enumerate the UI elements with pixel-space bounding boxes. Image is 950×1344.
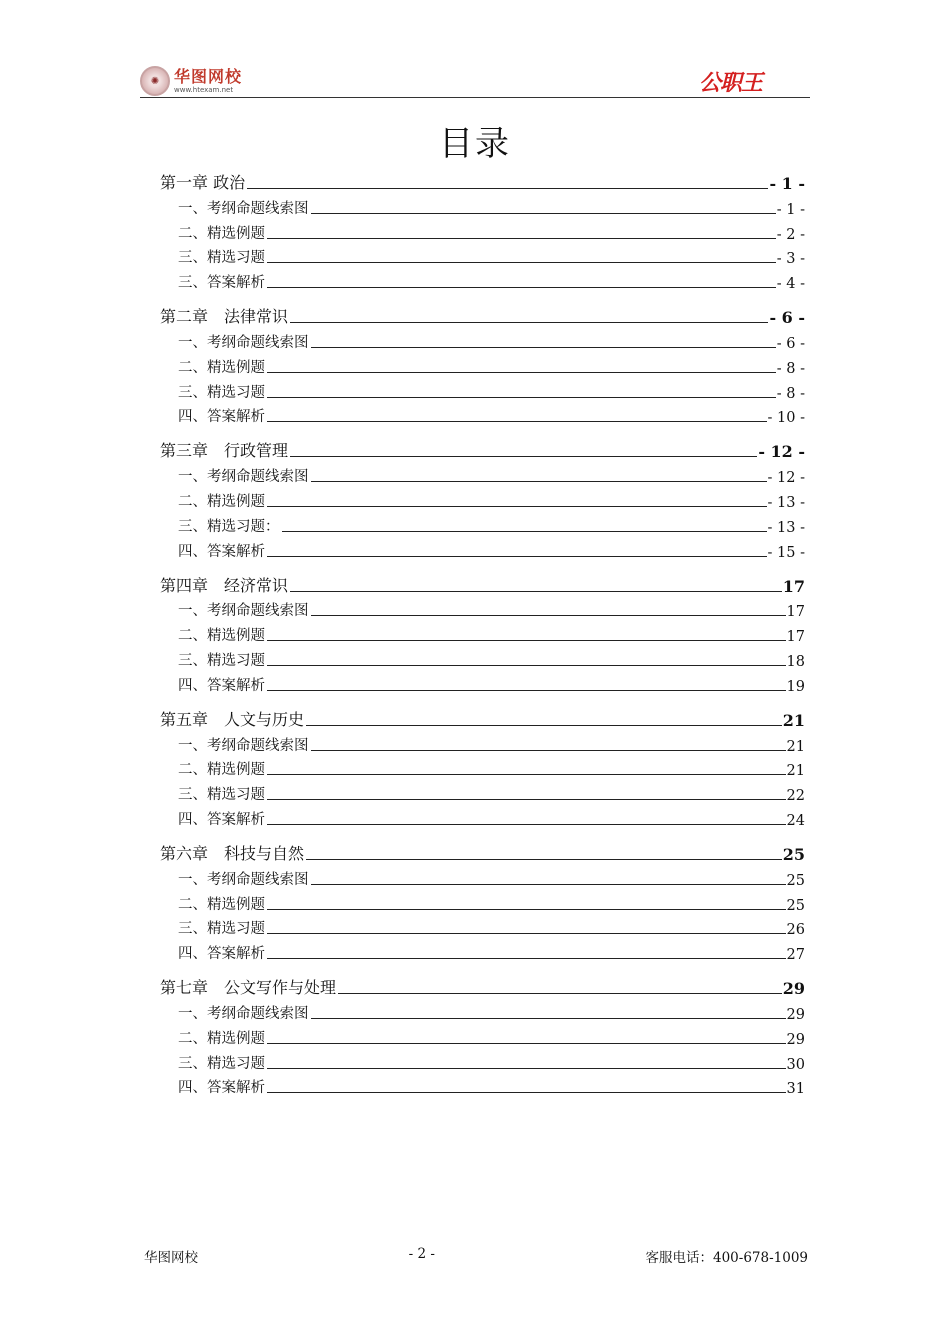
toc-section-entry[interactable] — [160, 327, 805, 352]
toc-entry-label: 二、精选例题 — [178, 493, 265, 510]
toc-section-entry[interactable] — [160, 267, 805, 292]
toc-leader-line — [267, 639, 786, 641]
toc-leader-line — [267, 1091, 786, 1093]
toc-page-number: - 13 - — [767, 519, 805, 536]
toc-leader-line — [267, 1067, 786, 1069]
toc-page-number: 30 — [786, 1056, 805, 1073]
toc-section-entry[interactable] — [160, 486, 805, 511]
toc-entry-label: 一、考纲命题线索图 — [178, 871, 309, 888]
toc-leader-line — [290, 590, 782, 592]
toc-section-entry[interactable] — [160, 352, 805, 377]
toc-entry-label: 第一章 政治 — [160, 173, 246, 192]
table-of-contents — [160, 168, 805, 1097]
toc-entry-label: 三、精选习题 — [178, 921, 265, 938]
toc-leader-line — [267, 798, 786, 800]
toc-entry-label: 第二章 法律常识 — [160, 307, 289, 327]
toc-entry-label: 一、考纲命题线索图 — [178, 737, 309, 754]
toc-page-number: 17 — [786, 629, 805, 646]
toc-entry-label: 第四章 经济常识 — [160, 575, 289, 595]
toc-leader-line — [267, 664, 786, 666]
toc-section-entry[interactable] — [160, 914, 805, 939]
toc-leader-line — [306, 858, 782, 860]
toc-section-entry[interactable] — [160, 938, 805, 963]
toc-leader-line — [311, 883, 786, 885]
toc-entry-label: 三、精选习题 — [178, 652, 265, 669]
toc-leader-line — [267, 555, 767, 557]
toc-leader-line — [338, 992, 782, 994]
toc-page-number: - 8 - — [776, 385, 805, 402]
toc-page-number: - 6 - — [769, 308, 805, 328]
toc-entry-label: 一、考纲命题线索图 — [178, 469, 309, 486]
toc-leader-line — [290, 455, 757, 457]
toc-chapter-entry[interactable] — [160, 571, 805, 596]
toc-page-number: - 4 - — [776, 276, 805, 293]
toc-leader-line — [311, 614, 786, 616]
toc-entry-label: 三、精选习题 — [178, 250, 265, 267]
toc-entry-label: 第五章 人文与历史 — [160, 709, 305, 729]
toc-section-entry[interactable] — [160, 1023, 805, 1048]
toc-leader-line — [267, 237, 776, 239]
toc-section-entry[interactable] — [160, 889, 805, 914]
toc-entry-label: 一、考纲命题线索图 — [178, 334, 309, 351]
toc-entry-label: 第七章 公文写作与处理 — [160, 978, 337, 998]
toc-page-number: 17 — [782, 576, 805, 596]
toc-page-number: 29 — [786, 1006, 805, 1023]
toc-entry-label: 三、精选习题 — [178, 1055, 265, 1072]
toc-section-entry[interactable] — [160, 402, 805, 427]
toc-leader-line — [267, 420, 767, 422]
toc-leader-line — [267, 932, 786, 934]
toc-leader-line — [267, 286, 776, 288]
toc-leader-line — [267, 957, 786, 959]
toc-entry-label: 三、精选习题： — [178, 518, 280, 535]
toc-page-number: 21 — [782, 710, 805, 730]
toc-entry-label: 二、精选例题 — [178, 628, 265, 645]
toc-page-number: 18 — [786, 653, 805, 670]
toc-section-entry[interactable] — [160, 243, 805, 268]
toc-entry-label: 一、考纲命题线索图 — [178, 200, 309, 217]
toc-entry-label: 四、答案解析 — [178, 811, 265, 828]
toc-page-number: - 6 - — [776, 335, 805, 352]
toc-section-entry[interactable] — [160, 998, 805, 1023]
footer-left: 华图网校 — [144, 1250, 198, 1266]
toc-page-number: 27 — [786, 947, 805, 964]
toc-section-entry[interactable] — [160, 755, 805, 780]
toc-leader-line — [311, 212, 776, 214]
toc-leader-line — [306, 724, 782, 726]
toc-entry-label: 三、精选习题 — [178, 384, 265, 401]
toc-page-number: 24 — [786, 812, 805, 829]
toc-entry-label: 二、精选例题 — [178, 1030, 265, 1047]
toc-page-number: 21 — [786, 738, 805, 755]
toc-page-number: - 12 - — [767, 470, 805, 487]
toc-page-number: 25 — [782, 844, 805, 864]
toc-entry-label: 一、考纲命题线索图 — [178, 1005, 309, 1022]
toc-page-number: - 1 - — [769, 174, 805, 193]
toc-leader-line — [282, 530, 767, 532]
seal-icon: ✺ — [140, 66, 170, 96]
toc-leader-line — [290, 321, 768, 323]
toc-leader-line — [267, 689, 786, 691]
htexam-logo — [140, 66, 242, 96]
toc-leader-line — [267, 1042, 786, 1044]
toc-leader-line — [247, 187, 768, 189]
toc-leader-line — [267, 773, 786, 775]
toc-page-number: - 12 - — [758, 442, 805, 462]
toc-page-number: - 2 - — [776, 226, 805, 243]
toc-section-entry[interactable] — [160, 804, 805, 829]
toc-chapter-entry[interactable] — [160, 168, 805, 193]
toc-page-number: 17 — [786, 604, 805, 621]
logo-url: www.htexam.net — [174, 85, 234, 94]
toc-chapter-entry[interactable] — [160, 436, 805, 461]
toc-chapter-entry[interactable] — [160, 302, 805, 327]
toc-page-number: 19 — [786, 678, 805, 695]
toc-page-number: 31 — [786, 1081, 805, 1098]
toc-leader-line — [311, 1017, 786, 1019]
toc-section-entry[interactable] — [160, 620, 805, 645]
page-footer — [144, 1246, 808, 1266]
toc-page-number: 21 — [786, 763, 805, 780]
toc-page-number: - 15 - — [767, 544, 805, 561]
toc-page-number: - 3 - — [776, 251, 805, 268]
footer-hotline: 客服电话：400-678-1009 — [645, 1250, 808, 1266]
toc-entry-label: 二、精选例题 — [178, 896, 265, 913]
toc-entry-label: 第三章 行政管理 — [160, 441, 289, 461]
toc-section-entry[interactable] — [160, 1073, 805, 1098]
toc-page-number: 29 — [786, 1031, 805, 1048]
toc-section-entry[interactable] — [160, 1048, 805, 1073]
toc-chapter-entry[interactable] — [160, 839, 805, 864]
toc-page-number: - 8 - — [776, 360, 805, 377]
toc-entry-label: 二、精选例题 — [178, 359, 265, 376]
toc-section-entry[interactable] — [160, 377, 805, 402]
toc-section-entry[interactable] — [160, 645, 805, 670]
toc-entry-label: 三、答案解析 — [178, 275, 265, 292]
gongzhiwang-logo: 公职王 — [698, 71, 762, 96]
toc-section-entry[interactable] — [160, 511, 805, 536]
toc-page-number: 25 — [786, 897, 805, 914]
toc-entry-label: 三、精选习题 — [178, 787, 265, 804]
toc-leader-line — [267, 396, 776, 398]
toc-leader-line — [311, 480, 767, 482]
toc-page-number: - 1 - — [776, 201, 805, 218]
toc-entry-label: 第六章 科技与自然 — [160, 843, 305, 863]
toc-leader-line — [267, 505, 767, 507]
toc-section-entry[interactable] — [160, 779, 805, 804]
toc-page-number: - 13 - — [767, 494, 805, 511]
toc-entry-label: 四、答案解析 — [178, 409, 265, 426]
toc-page-number: - 10 - — [767, 410, 805, 427]
toc-section-entry[interactable] — [160, 596, 805, 621]
toc-page-number: 29 — [782, 979, 805, 999]
toc-section-entry[interactable] — [160, 218, 805, 243]
toc-page-number: 22 — [786, 788, 805, 805]
toc-section-entry[interactable] — [160, 536, 805, 561]
toc-entry-label: 四、答案解析 — [178, 946, 265, 963]
toc-leader-line — [267, 823, 786, 825]
toc-section-entry[interactable] — [160, 461, 805, 486]
toc-leader-line — [311, 346, 776, 348]
toc-section-entry[interactable] — [160, 864, 805, 889]
toc-section-entry[interactable] — [160, 193, 805, 218]
page-title: 目录 — [439, 124, 511, 164]
toc-section-entry[interactable] — [160, 730, 805, 755]
toc-page-number: 25 — [786, 872, 805, 889]
footer-page-number: - 2 - — [408, 1246, 435, 1262]
toc-chapter-entry[interactable] — [160, 705, 805, 730]
toc-entry-label: 四、答案解析 — [178, 1080, 265, 1097]
toc-entry-label: 二、精选例题 — [178, 762, 265, 779]
toc-chapter-entry[interactable] — [160, 973, 805, 998]
toc-entry-label: 二、精选例题 — [178, 225, 265, 242]
toc-entry-label: 四、答案解析 — [178, 543, 265, 560]
toc-leader-line — [267, 261, 776, 263]
toc-entry-label: 四、答案解析 — [178, 677, 265, 694]
toc-entry-label: 一、考纲命题线索图 — [178, 603, 309, 620]
toc-leader-line — [267, 371, 776, 373]
toc-page-number: 26 — [786, 922, 805, 939]
logo-name: 华图网校 — [174, 66, 243, 86]
page-header — [140, 62, 810, 98]
toc-leader-line — [311, 749, 786, 751]
toc-section-entry[interactable] — [160, 670, 805, 695]
toc-leader-line — [267, 908, 786, 910]
